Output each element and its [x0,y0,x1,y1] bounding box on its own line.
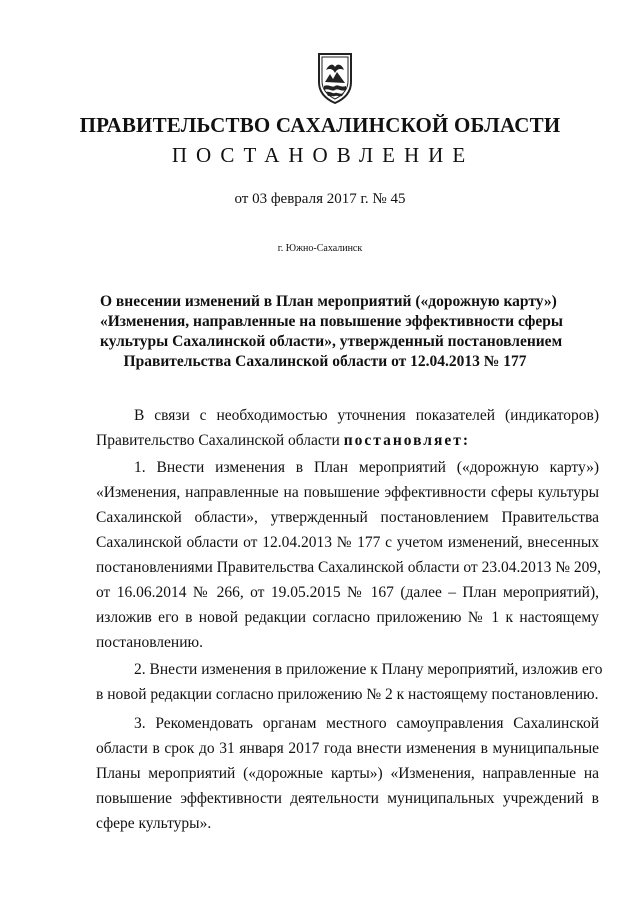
subject-line: О внесении изменений в План мероприятий («дорожную карту») [100,293,557,310]
body-line: 3. Рекомендовать органам местного самоуправления Сахалинской [134,715,599,732]
body-line: сфере культуры». [96,815,212,832]
body-line: области в срок до 31 января 2017 года внести изменения в муниципальные [96,740,599,757]
resolution-keyword: постановляет: [343,432,471,449]
body-line: повышение эффективности деятельности муниципальных учреждений в [96,790,599,807]
item-2-paragraph [96,657,603,707]
body-line: в новой редакции согласно приложению № 2 к настоящему постановлению. [96,686,599,703]
body-line: постановлению. [96,634,203,651]
subject-line: Правительства Сахалинской области от 12.04.2013 № 177 [123,353,527,370]
preamble-paragraph [96,403,599,453]
body-line [96,428,599,453]
subject-line: культуры Сахалинской области», утвержденный постановлением [100,333,563,350]
item-1-paragraph [96,455,599,655]
item-3-paragraph [96,711,599,836]
document-city: г. Южно-Сахалинск [277,243,363,254]
body-line: изложив его в новой редакции согласно приложению № 1 к настоящему [96,609,599,626]
body-line: 2. Внести изменения в приложение к Плану мероприятий, изложив его [134,661,603,678]
body-line: Сахалинской области», утвержденный постановлением Правительства [96,509,599,526]
body-line: В связи с необходимостью уточнения показателей (индикаторов) [134,407,599,424]
document-subject [100,292,563,372]
body-line: постановлениями Правительства Сахалинской области от 23.04.2013 № 209, [96,559,601,576]
coat-of-arms-icon [316,52,354,104]
preamble-text: Правительство Сахалинской области [96,432,344,449]
body-line: «Изменения, направленные на повышение эффективности сферы культуры [96,484,599,501]
body-line: Сахалинской области от 12.04.2013 № 177 с учетом изменений, внесенных [96,534,599,551]
body-line: 1. Внести изменения в План мероприятий («дорожную карту») [134,459,599,476]
subject-line: «Изменения, направленные на повышение эффективности сферы [100,313,563,330]
body-line: от 16.06.2014 № 266, от 19.05.2015 № 167 (далее – План мероприятий), [96,584,599,601]
government-title: ПРАВИТЕЛЬСТВО САХАЛИНСКОЙ ОБЛАСТИ [79,113,561,137]
document-type: ПОСТАНОВЛЕНИЕ [171,143,475,167]
body-line: Планы мероприятий («дорожные карты») «Изменения, направленные на [96,765,599,782]
document-date-number: от 03 февраля 2017 г. № 45 [234,191,406,207]
